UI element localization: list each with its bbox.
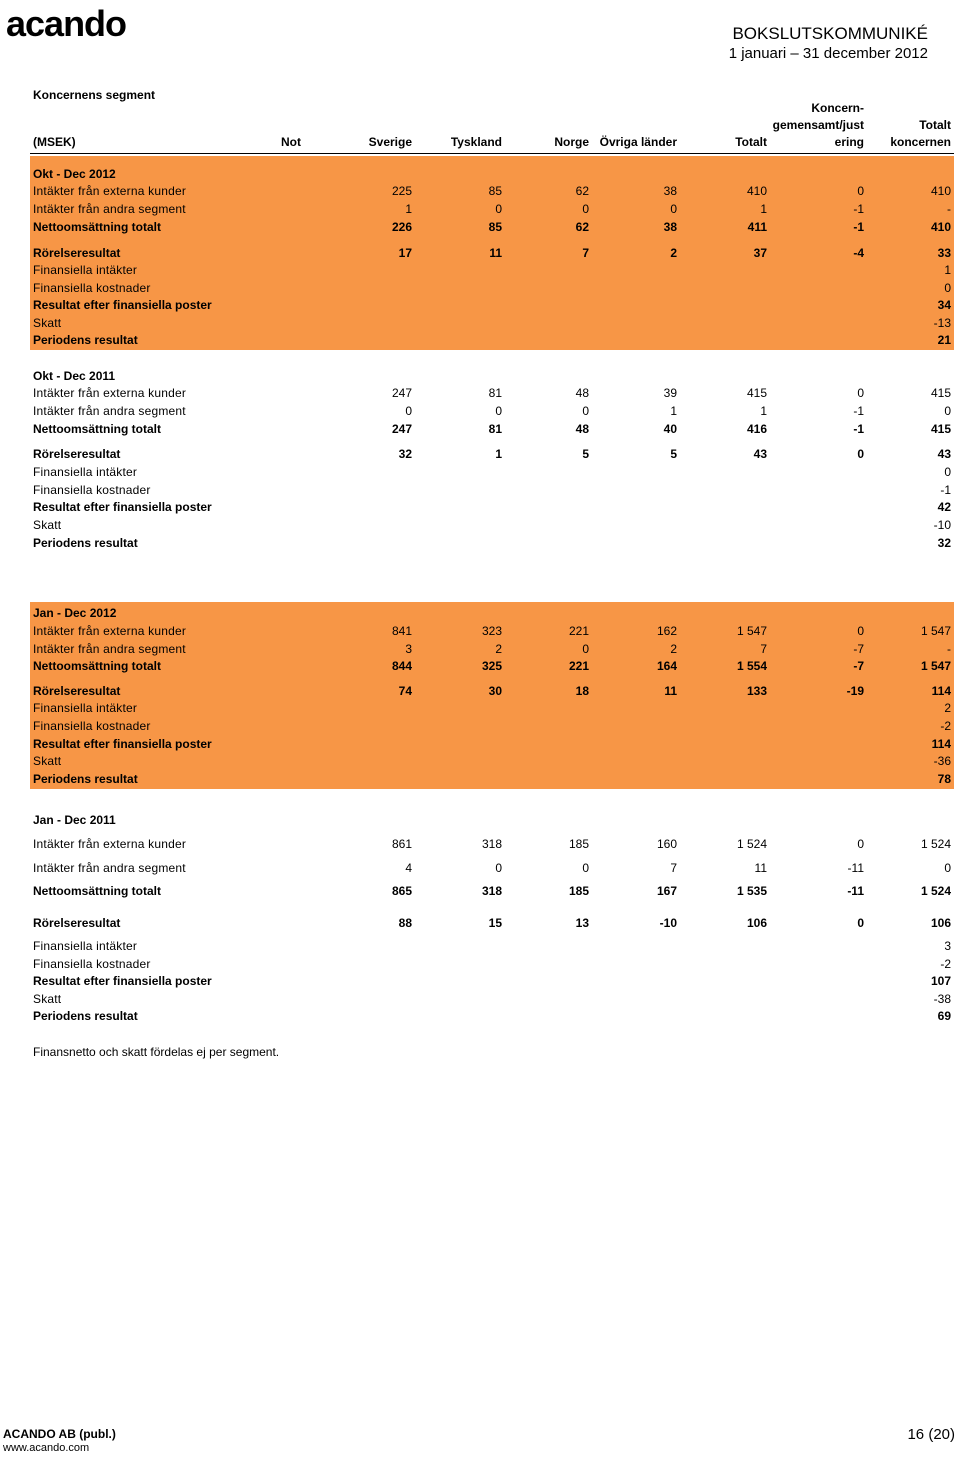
table-cell: 106 bbox=[746, 916, 767, 930]
table-cell: 0 bbox=[670, 202, 677, 216]
table-cell: 164 bbox=[656, 659, 677, 673]
row-label: Finansiella intäkter bbox=[33, 939, 138, 953]
table-cell: 411 bbox=[747, 220, 767, 234]
table-cell: 167 bbox=[656, 884, 677, 898]
table-row bbox=[30, 403, 954, 420]
table-cell: 106 bbox=[930, 916, 951, 930]
table-cell: 0 bbox=[944, 861, 951, 875]
table-cell: 62 bbox=[575, 220, 589, 234]
table-row bbox=[30, 658, 954, 675]
table-cell: 7 bbox=[760, 642, 767, 656]
table-cell: 32 bbox=[398, 447, 412, 461]
table-row bbox=[30, 262, 954, 279]
table-row bbox=[30, 482, 954, 499]
table-cell: 841 bbox=[391, 624, 412, 638]
row-label: Nettoomsättning totalt bbox=[33, 220, 161, 234]
table-cell: 1 535 bbox=[736, 884, 767, 898]
section-title: Koncernens segment bbox=[33, 88, 156, 102]
table-cell: 81 bbox=[488, 386, 502, 400]
table-cell: 1 524 bbox=[920, 884, 951, 898]
row-label: Skatt bbox=[33, 754, 62, 768]
row-label: Resultat efter finansiella poster bbox=[33, 974, 212, 988]
table-cell: 18 bbox=[575, 684, 589, 698]
table-row bbox=[30, 464, 954, 481]
table-cell: 74 bbox=[398, 684, 412, 698]
table-cell: -4 bbox=[853, 246, 864, 260]
table-cell: 410 bbox=[746, 184, 767, 198]
period-title bbox=[30, 166, 954, 183]
table-cell: 0 bbox=[857, 184, 864, 198]
table-cell: 81 bbox=[488, 422, 502, 436]
row-label: Nettoomsättning totalt bbox=[33, 659, 161, 673]
table-cell: 42 bbox=[937, 500, 951, 514]
table-cell: 0 bbox=[857, 624, 864, 638]
table-row bbox=[30, 623, 954, 640]
table-row bbox=[30, 771, 954, 788]
table-cell: -38 bbox=[933, 992, 951, 1006]
table-row bbox=[30, 836, 954, 853]
table-cell: 415 bbox=[930, 386, 951, 400]
row-label: Rörelseresultat bbox=[33, 447, 121, 461]
table-cell: 85 bbox=[488, 220, 502, 234]
table-cell: 88 bbox=[398, 916, 412, 930]
table-row bbox=[30, 315, 954, 332]
table-cell: 0 bbox=[582, 404, 589, 418]
table-cell: -1 bbox=[940, 483, 951, 497]
row-label: Skatt bbox=[33, 992, 62, 1006]
table-row bbox=[30, 219, 954, 236]
table-cell: 2 bbox=[670, 642, 677, 656]
row-label: Rörelseresultat bbox=[33, 246, 121, 260]
period-title bbox=[30, 605, 954, 622]
document-period: 1 januari – 31 december 2012 bbox=[728, 45, 928, 62]
table-cell: 0 bbox=[582, 202, 589, 216]
table-cell: -11 bbox=[847, 884, 864, 898]
table-cell: 225 bbox=[391, 184, 412, 198]
table-cell: 38 bbox=[663, 184, 677, 198]
row-label: Finansiella intäkter bbox=[33, 701, 138, 715]
row-label: Finansiella kostnader bbox=[33, 281, 151, 295]
footer-company: ACANDO AB (publ.) bbox=[3, 1427, 116, 1441]
table-cell: 11 bbox=[754, 861, 767, 875]
table-cell: 0 bbox=[857, 386, 864, 400]
table-cell: 37 bbox=[753, 246, 767, 260]
table-cell: 40 bbox=[663, 422, 677, 436]
table-cell: 323 bbox=[481, 624, 502, 638]
table-cell: 416 bbox=[746, 422, 767, 436]
table-cell: 0 bbox=[944, 465, 951, 479]
row-label: Intäkter från externa kunder bbox=[33, 837, 187, 851]
table-cell: 1 bbox=[670, 404, 677, 418]
row-label: Skatt bbox=[33, 518, 62, 532]
table-cell: 0 bbox=[405, 404, 412, 418]
row-label: Periodens resultat bbox=[33, 536, 138, 550]
col-sverige: Sverige bbox=[368, 135, 412, 149]
table-row bbox=[30, 245, 954, 262]
acando-logo bbox=[6, 2, 138, 40]
col-not: Not bbox=[281, 135, 301, 149]
table-row bbox=[30, 641, 954, 658]
period-label: Jan - Dec 2011 bbox=[33, 813, 116, 827]
table-cell: -1 bbox=[853, 220, 864, 234]
table-cell: -36 bbox=[933, 754, 951, 768]
table-cell: 7 bbox=[670, 861, 677, 875]
table-cell: 0 bbox=[857, 916, 864, 930]
table-row bbox=[30, 183, 954, 200]
table-cell: 7 bbox=[582, 246, 589, 260]
table-cell: 160 bbox=[656, 837, 677, 851]
table-cell: 5 bbox=[670, 447, 677, 461]
table-cell: 39 bbox=[663, 386, 677, 400]
table-cell: 48 bbox=[575, 422, 589, 436]
table-cell: 34 bbox=[937, 298, 951, 312]
footnote: Finansnetto och skatt fördelas ej per segment. bbox=[33, 1045, 280, 1059]
row-label: Intäkter från andra segment bbox=[33, 642, 186, 656]
table-cell: 33 bbox=[937, 246, 951, 260]
table-row bbox=[30, 736, 954, 753]
table-row bbox=[30, 201, 954, 218]
table-cell: -10 bbox=[659, 916, 677, 930]
row-label: Intäkter från externa kunder bbox=[33, 184, 187, 198]
table-cell: - bbox=[947, 642, 951, 656]
table-row bbox=[30, 956, 954, 973]
table-row bbox=[30, 883, 954, 900]
table-cell: -10 bbox=[933, 518, 951, 532]
table-cell: 318 bbox=[481, 884, 502, 898]
row-label: Finansiella kostnader bbox=[33, 483, 151, 497]
row-label: Intäkter från andra segment bbox=[33, 202, 186, 216]
table-cell: 0 bbox=[857, 447, 864, 461]
table-cell: 247 bbox=[391, 422, 412, 436]
table-cell: 0 bbox=[857, 837, 864, 851]
table-cell: 30 bbox=[488, 684, 502, 698]
table-cell: 410 bbox=[930, 184, 951, 198]
table-cell: 38 bbox=[663, 220, 677, 234]
footer-url[interactable]: www.acando.com bbox=[3, 1442, 90, 1454]
row-label: Nettoomsättning totalt bbox=[33, 422, 161, 436]
table-cell: 1 524 bbox=[920, 837, 951, 851]
row-label: Finansiella kostnader bbox=[33, 719, 151, 733]
table-cell: 0 bbox=[944, 404, 951, 418]
table-row bbox=[30, 499, 954, 516]
table-cell: 410 bbox=[930, 220, 951, 234]
row-label: Skatt bbox=[33, 316, 62, 330]
table-cell: 861 bbox=[391, 837, 412, 851]
table-cell: 415 bbox=[930, 422, 951, 436]
table-cell: 114 bbox=[931, 684, 951, 698]
table-cell: 43 bbox=[753, 447, 767, 461]
row-label: Finansiella intäkter bbox=[33, 465, 138, 479]
period-label: Okt - Dec 2011 bbox=[33, 369, 116, 383]
table-cell: 1 bbox=[405, 202, 412, 216]
table-cell: 4 bbox=[405, 861, 412, 875]
col-msek: (MSEK) bbox=[33, 135, 76, 149]
table-cell: 1 524 bbox=[736, 837, 767, 851]
table-row bbox=[30, 446, 954, 463]
table-cell: 185 bbox=[568, 837, 589, 851]
table-row bbox=[30, 280, 954, 297]
table-cell: 221 bbox=[568, 624, 589, 638]
col-totalt: Totalt bbox=[735, 135, 767, 149]
period-label: Okt - Dec 2012 bbox=[33, 167, 116, 181]
table-cell: 162 bbox=[656, 624, 677, 638]
col-norge: Norge bbox=[554, 135, 589, 149]
table-cell: 3 bbox=[944, 939, 951, 953]
table-cell: 1 547 bbox=[920, 659, 951, 673]
period-label: Jan - Dec 2012 bbox=[33, 606, 117, 620]
period-title bbox=[30, 368, 954, 385]
table-cell: 69 bbox=[937, 1009, 951, 1023]
table-row bbox=[30, 973, 954, 990]
table-cell: 32 bbox=[937, 536, 951, 550]
table-cell: 185 bbox=[568, 884, 589, 898]
table-row bbox=[30, 683, 954, 700]
table-header bbox=[30, 100, 954, 154]
table-cell: 133 bbox=[746, 684, 767, 698]
row-label: Finansiella intäkter bbox=[33, 263, 138, 277]
row-label: Periodens resultat bbox=[33, 772, 138, 786]
table-cell: -11 bbox=[847, 861, 864, 875]
table-cell: 2 bbox=[944, 701, 951, 715]
table-row bbox=[30, 297, 954, 314]
table-row bbox=[30, 385, 954, 402]
table-cell: 85 bbox=[488, 184, 502, 198]
table-row bbox=[30, 700, 954, 717]
table-cell: - bbox=[947, 202, 951, 216]
table-cell: 415 bbox=[746, 386, 767, 400]
table-cell: 3 bbox=[405, 642, 412, 656]
table-cell: 43 bbox=[937, 447, 951, 461]
table-cell: 1 547 bbox=[736, 624, 767, 638]
table-cell: 48 bbox=[575, 386, 589, 400]
table-cell: 1 554 bbox=[736, 659, 767, 673]
table-cell: 107 bbox=[930, 974, 951, 988]
table-cell: -19 bbox=[846, 684, 864, 698]
row-label: Intäkter från externa kunder bbox=[33, 386, 187, 400]
table-cell: -1 bbox=[853, 422, 864, 436]
row-label: Rörelseresultat bbox=[33, 684, 121, 698]
col-ovriga: Övriga länder bbox=[599, 135, 677, 149]
document-title: BOKSLUTSKOMMUNIKÉ bbox=[732, 24, 928, 43]
row-label: Resultat efter finansiella poster bbox=[33, 500, 212, 514]
table-cell: 221 bbox=[568, 659, 589, 673]
table-cell: 1 bbox=[944, 263, 951, 277]
table-cell: 11 bbox=[664, 684, 677, 698]
table-cell: -1 bbox=[853, 404, 864, 418]
logo-text: acando bbox=[6, 3, 127, 40]
table-cell: 0 bbox=[582, 642, 589, 656]
table-cell: 1 547 bbox=[920, 624, 951, 638]
row-label: Rörelseresultat bbox=[33, 916, 121, 930]
row-label: Finansiella kostnader bbox=[33, 957, 151, 971]
table-cell: 15 bbox=[488, 916, 502, 930]
table-row bbox=[30, 1008, 954, 1025]
table-cell: 2 bbox=[495, 642, 502, 656]
table-cell: -2 bbox=[940, 957, 951, 971]
row-label: Intäkter från externa kunder bbox=[33, 624, 187, 638]
table-cell: 1 bbox=[760, 202, 767, 216]
table-row bbox=[30, 517, 954, 534]
table-row bbox=[30, 860, 954, 877]
table-cell: -1 bbox=[853, 202, 864, 216]
table-cell: 0 bbox=[495, 861, 502, 875]
page-number: 16 (20) bbox=[907, 1426, 955, 1443]
table-cell: 0 bbox=[582, 861, 589, 875]
col-tyskland: Tyskland bbox=[450, 135, 502, 149]
table-row bbox=[30, 535, 954, 552]
table-cell: -2 bbox=[940, 719, 951, 733]
row-label: Intäkter från andra segment bbox=[33, 861, 186, 875]
table-row bbox=[30, 332, 954, 349]
table-cell: 21 bbox=[937, 333, 951, 347]
table-row bbox=[30, 421, 954, 438]
col-totalt-koncernen: Totalt koncernen bbox=[890, 118, 951, 149]
row-label: Periodens resultat bbox=[33, 333, 138, 347]
table-cell: -13 bbox=[933, 316, 951, 330]
table-cell: 844 bbox=[391, 659, 412, 673]
row-label: Resultat efter finansiella poster bbox=[33, 298, 212, 312]
table-cell: 5 bbox=[582, 447, 589, 461]
row-label: Resultat efter finansiella poster bbox=[33, 737, 212, 751]
table-cell: 318 bbox=[481, 837, 502, 851]
table-row bbox=[30, 991, 954, 1008]
table-cell: 17 bbox=[398, 246, 412, 260]
table-cell: -7 bbox=[853, 642, 864, 656]
table-row bbox=[30, 915, 954, 932]
period-title bbox=[30, 812, 954, 829]
row-label: Nettoomsättning totalt bbox=[33, 884, 161, 898]
table-cell: 0 bbox=[495, 404, 502, 418]
table-row bbox=[30, 753, 954, 770]
col-koncern: Koncern- gemensamt/just ering bbox=[772, 101, 864, 149]
table-cell: 1 bbox=[495, 447, 502, 461]
row-label: Intäkter från andra segment bbox=[33, 404, 186, 418]
table-cell: -7 bbox=[853, 659, 864, 673]
table-cell: 2 bbox=[670, 246, 677, 260]
row-label: Periodens resultat bbox=[33, 1009, 138, 1023]
table-cell: 325 bbox=[481, 659, 502, 673]
table-row bbox=[30, 938, 954, 955]
table-cell: 0 bbox=[944, 281, 951, 295]
table-cell: 114 bbox=[931, 737, 951, 751]
table-cell: 78 bbox=[937, 772, 951, 786]
table-cell: 865 bbox=[391, 884, 412, 898]
table-cell: 0 bbox=[495, 202, 502, 216]
table-cell: 13 bbox=[575, 916, 589, 930]
table-cell: 247 bbox=[391, 386, 412, 400]
table-cell: 11 bbox=[489, 246, 502, 260]
table-cell: 1 bbox=[760, 404, 767, 418]
table-row bbox=[30, 718, 954, 735]
table-cell: 226 bbox=[391, 220, 412, 234]
table-cell: 62 bbox=[575, 184, 589, 198]
